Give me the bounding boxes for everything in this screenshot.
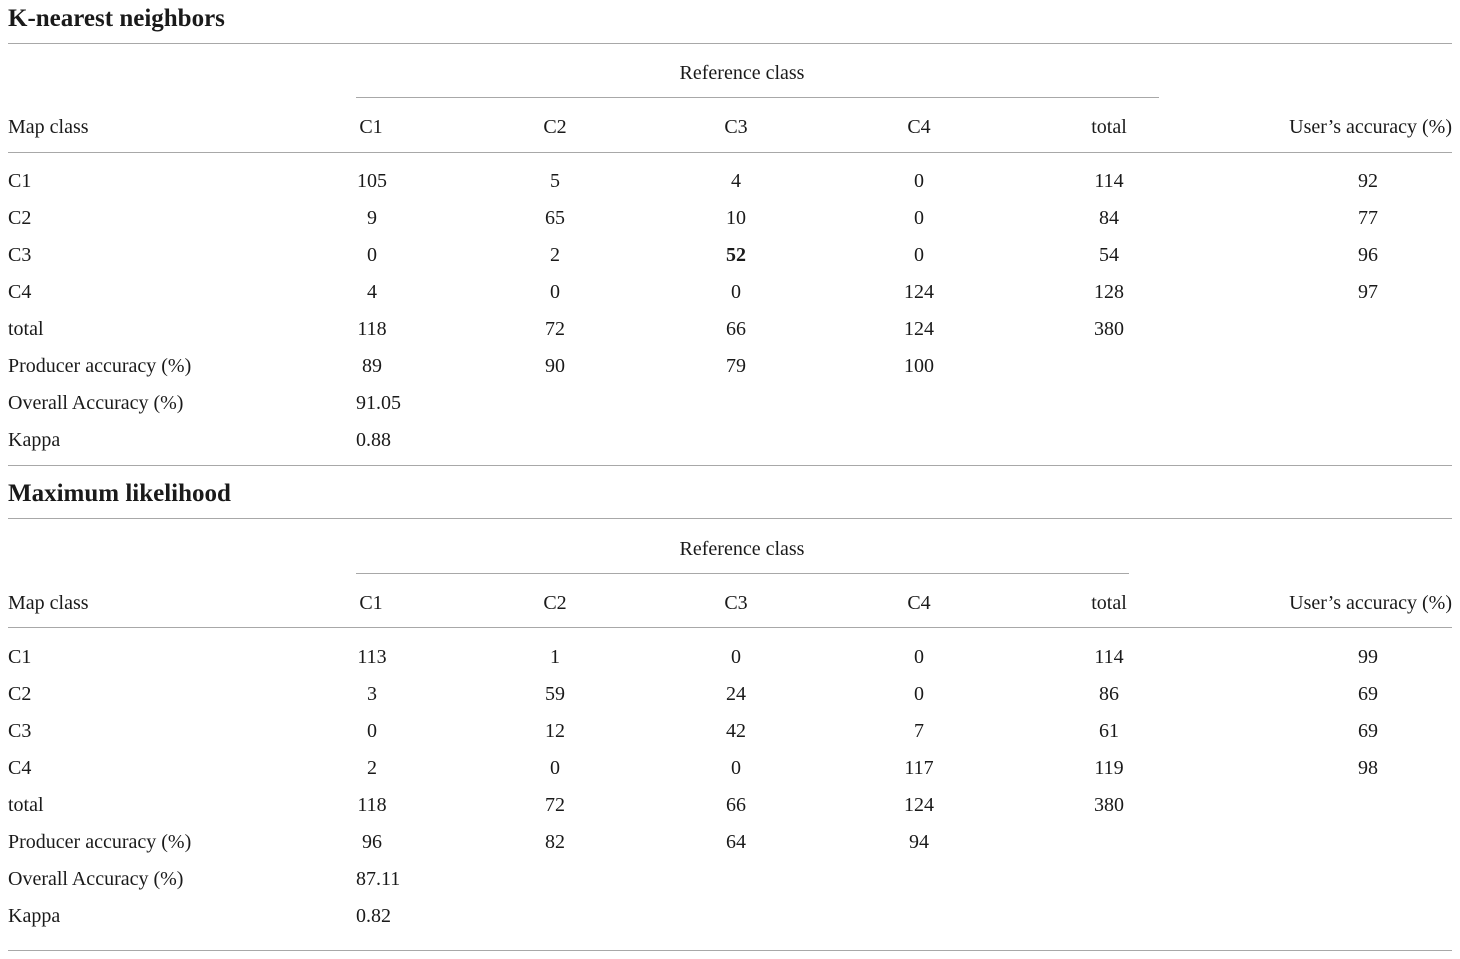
bottom-rule	[8, 950, 1452, 951]
table-cell: 124	[904, 794, 934, 816]
column-header: C3	[724, 116, 748, 138]
table-cell: 0	[731, 281, 741, 303]
table-cell: 87.11	[356, 868, 401, 890]
row-label: Overall Accuracy (%)	[8, 868, 184, 890]
row-label: Producer accuracy (%)	[8, 831, 192, 853]
table-cell: 0	[367, 720, 377, 742]
header-rule	[8, 152, 1452, 153]
table-cell: 64	[726, 831, 746, 853]
row-label: total	[8, 794, 44, 816]
table-cell: 54	[1099, 244, 1119, 266]
row-label: Kappa	[8, 429, 61, 451]
table-cell: 0	[914, 170, 924, 192]
table-cell: 89	[362, 355, 382, 377]
table-cell: 380	[1094, 794, 1124, 816]
table-cell: 92	[1358, 170, 1378, 192]
row-label: Kappa	[8, 905, 61, 927]
table-cell: 77	[1358, 207, 1378, 229]
column-header: C4	[907, 592, 931, 614]
table-cell: 0	[731, 646, 741, 668]
table-cell: 99	[1358, 646, 1378, 668]
table-cell: 0	[550, 757, 560, 779]
column-header: User’s accuracy (%)	[1289, 592, 1452, 614]
table-cell: 65	[545, 207, 565, 229]
column-header: User’s accuracy (%)	[1289, 116, 1452, 138]
row-label: C2	[8, 207, 32, 229]
table-cell: 114	[1094, 170, 1124, 192]
table-cell: 61	[1099, 720, 1119, 742]
table-cell: 118	[357, 318, 387, 340]
table-cell: 100	[904, 355, 934, 377]
table-cell: 24	[726, 683, 746, 705]
table-cell: 97	[1358, 281, 1378, 303]
table-cell: 0.82	[356, 905, 391, 927]
table-cell: 118	[357, 794, 387, 816]
table-cell: 69	[1358, 683, 1378, 705]
table-cell: 96	[362, 831, 382, 853]
table-cell: 0	[914, 244, 924, 266]
row-label: C1	[8, 170, 32, 192]
header-rule	[8, 627, 1452, 628]
table-cell: 69	[1358, 720, 1378, 742]
table-cell: 3	[367, 683, 377, 705]
table-cell: 94	[909, 831, 929, 853]
column-header: C4	[907, 116, 931, 138]
table-cell: 12	[545, 720, 565, 742]
column-header: Map class	[8, 592, 89, 614]
row-label: Overall Accuracy (%)	[8, 392, 184, 414]
table-cell: 0	[731, 757, 741, 779]
top-rule	[8, 518, 1452, 519]
table-cell: 86	[1099, 683, 1119, 705]
column-header: Map class	[8, 116, 89, 138]
table-cell: 59	[545, 683, 565, 705]
table-cell: 5	[550, 170, 560, 192]
table-cell: 72	[545, 318, 565, 340]
row-label: C2	[8, 683, 32, 705]
table-cell: 117	[904, 757, 934, 779]
table-cell: 0	[367, 244, 377, 266]
table-cell: 72	[545, 794, 565, 816]
row-label: C3	[8, 244, 32, 266]
column-header: C3	[724, 592, 748, 614]
top-rule	[8, 43, 1452, 44]
column-header: total	[1091, 116, 1127, 138]
table-cell: 124	[904, 318, 934, 340]
section-title: Maximum likelihood	[8, 480, 231, 507]
table-cell: 7	[914, 720, 924, 742]
reference-class-label: Reference class	[679, 538, 805, 560]
row-label: C4	[8, 281, 32, 303]
table-cell: 98	[1358, 757, 1378, 779]
table-cell: 90	[545, 355, 565, 377]
table-cell: 66	[726, 318, 746, 340]
column-header: C1	[359, 592, 383, 614]
table-cell: 105	[357, 170, 387, 192]
table-cell: 84	[1099, 207, 1119, 229]
column-header: total	[1091, 592, 1127, 614]
row-label: total	[8, 318, 44, 340]
row-label: Producer accuracy (%)	[8, 355, 192, 377]
section-title: K-nearest neighbors	[8, 5, 225, 32]
table-cell: 66	[726, 794, 746, 816]
table-cell: 4	[367, 281, 377, 303]
table-cell: 119	[1094, 757, 1124, 779]
table-cell: 4	[731, 170, 741, 192]
table-cell: 96	[1358, 244, 1378, 266]
table-cell: 0	[550, 281, 560, 303]
table-cell: 0	[914, 683, 924, 705]
reference-class-rule	[356, 97, 1159, 98]
table-cell: 0.88	[356, 429, 391, 451]
table-cell: 82	[545, 831, 565, 853]
row-label: C4	[8, 757, 32, 779]
table-cell: 0	[914, 646, 924, 668]
bottom-rule	[8, 465, 1452, 466]
reference-class-label: Reference class	[679, 62, 805, 84]
table-cell: 2	[550, 244, 560, 266]
table-cell: 42	[726, 720, 746, 742]
table-cell: 79	[726, 355, 746, 377]
row-label: C1	[8, 646, 32, 668]
table-cell: 0	[914, 207, 924, 229]
table-cell: 10	[726, 207, 746, 229]
table-cell: 9	[367, 207, 377, 229]
row-label: C3	[8, 720, 32, 742]
table-cell: 52	[726, 244, 746, 266]
table-cell: 1	[550, 646, 560, 668]
column-header: C1	[359, 116, 383, 138]
reference-class-rule	[356, 573, 1129, 574]
table-cell: 113	[357, 646, 387, 668]
column-header: C2	[543, 116, 567, 138]
table-cell: 380	[1094, 318, 1124, 340]
table-cell: 124	[904, 281, 934, 303]
table-cell: 2	[367, 757, 377, 779]
table-cell: 128	[1094, 281, 1124, 303]
table-cell: 91.05	[356, 392, 401, 414]
column-header: C2	[543, 592, 567, 614]
table-cell: 114	[1094, 646, 1124, 668]
